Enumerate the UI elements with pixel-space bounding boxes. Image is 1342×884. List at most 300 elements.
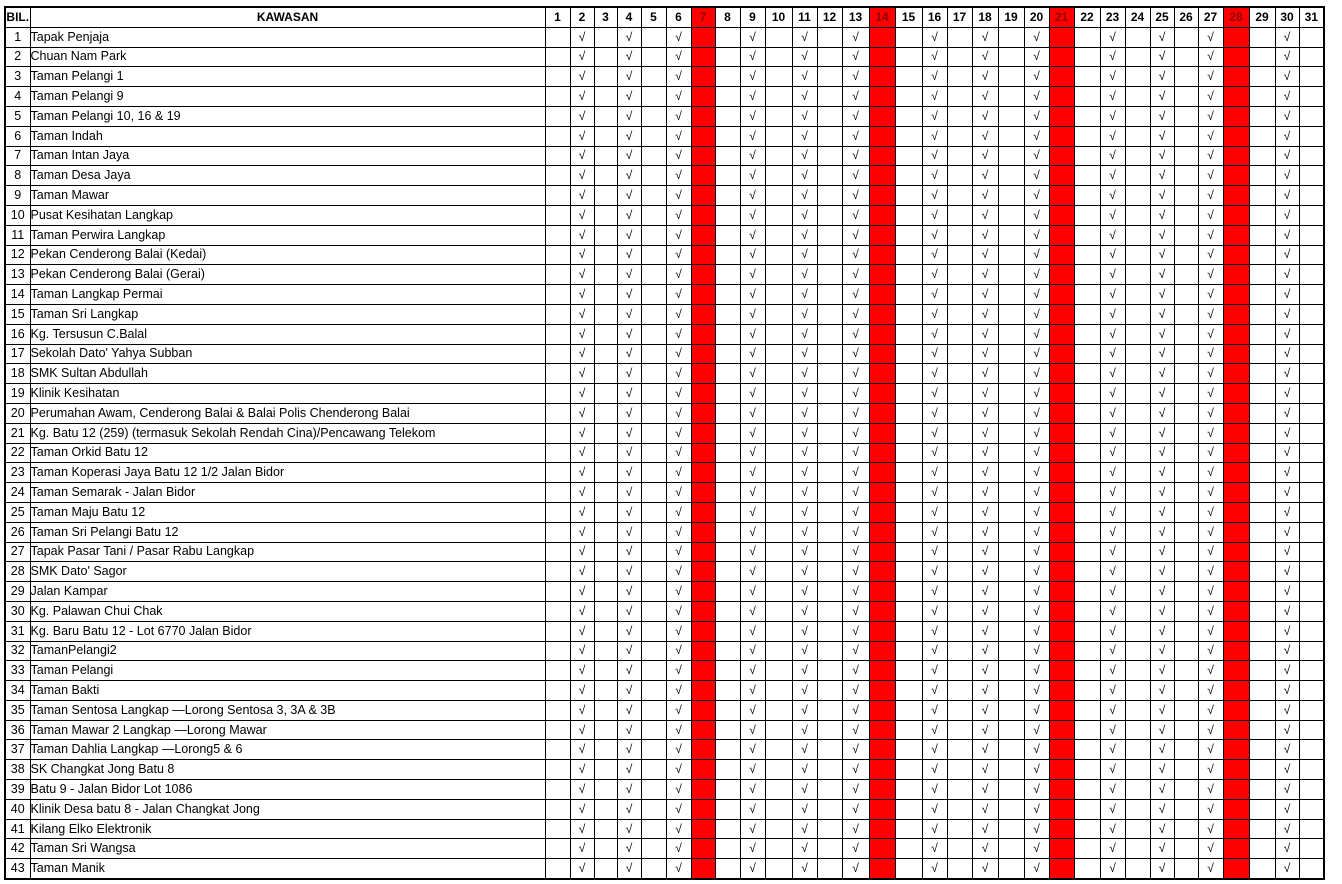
empty-day-cell <box>947 681 972 701</box>
empty-day-cell <box>1249 661 1275 681</box>
empty-day-cell <box>895 265 922 285</box>
table-row <box>5 760 1324 780</box>
holiday-cell <box>1049 740 1074 760</box>
check-mark-cell: √ <box>922 67 947 87</box>
empty-day-cell <box>947 146 972 166</box>
empty-day-cell <box>1074 542 1100 562</box>
check-mark-cell: √ <box>1198 304 1223 324</box>
holiday-cell <box>1049 839 1074 859</box>
check-mark-cell: √ <box>1100 106 1125 126</box>
empty-day-cell <box>715 186 740 206</box>
check-mark-cell: √ <box>972 582 998 602</box>
bil-cell: 16 <box>5 324 30 344</box>
empty-day-cell <box>817 384 842 404</box>
empty-day-cell <box>715 384 740 404</box>
empty-day-cell <box>1174 344 1198 364</box>
empty-day-cell <box>1074 186 1100 206</box>
empty-day-cell <box>545 67 570 87</box>
check-mark-cell: √ <box>922 403 947 423</box>
empty-day-cell <box>1125 205 1150 225</box>
holiday-cell <box>1223 344 1249 364</box>
holiday-cell <box>1223 562 1249 582</box>
holiday-cell <box>1223 463 1249 483</box>
holiday-cell <box>691 463 715 483</box>
check-mark-cell: √ <box>922 186 947 206</box>
check-mark-cell: √ <box>1024 780 1049 800</box>
check-mark-cell: √ <box>1275 205 1299 225</box>
check-mark-cell: √ <box>1024 621 1049 641</box>
check-mark-cell: √ <box>972 166 998 186</box>
check-mark-cell: √ <box>842 463 869 483</box>
empty-day-cell <box>1125 166 1150 186</box>
holiday-cell <box>691 720 715 740</box>
check-mark-cell: √ <box>1198 265 1223 285</box>
empty-day-cell <box>1174 502 1198 522</box>
empty-day-cell <box>1249 522 1275 542</box>
empty-day-cell <box>594 740 617 760</box>
empty-day-cell <box>1299 423 1324 443</box>
check-mark-cell: √ <box>922 344 947 364</box>
empty-day-cell <box>895 483 922 503</box>
check-mark-cell: √ <box>666 582 691 602</box>
empty-day-cell <box>1174 443 1198 463</box>
check-mark-cell: √ <box>666 344 691 364</box>
empty-day-cell <box>947 859 972 879</box>
check-mark-cell: √ <box>1275 562 1299 582</box>
kawasan-cell: Sekolah Dato' Yahya Subban <box>30 344 545 364</box>
empty-day-cell <box>1074 47 1100 67</box>
empty-day-cell <box>715 760 740 780</box>
table-row <box>5 681 1324 701</box>
check-mark-cell: √ <box>1150 205 1174 225</box>
check-mark-cell: √ <box>842 47 869 67</box>
empty-day-cell <box>641 859 666 879</box>
empty-day-cell <box>715 582 740 602</box>
empty-day-cell <box>641 364 666 384</box>
empty-day-cell <box>765 740 792 760</box>
empty-day-cell <box>765 859 792 879</box>
holiday-cell <box>691 403 715 423</box>
holiday-cell <box>1049 27 1074 47</box>
holiday-cell <box>869 740 895 760</box>
holiday-cell <box>1223 87 1249 107</box>
check-mark-cell: √ <box>617 780 641 800</box>
empty-day-cell <box>1074 780 1100 800</box>
check-mark-cell: √ <box>666 285 691 305</box>
empty-day-cell <box>947 384 972 404</box>
bil-cell: 17 <box>5 344 30 364</box>
empty-day-cell <box>1074 384 1100 404</box>
empty-day-cell <box>1074 839 1100 859</box>
bil-cell: 19 <box>5 384 30 404</box>
check-mark-cell: √ <box>1024 67 1049 87</box>
table-row <box>5 483 1324 503</box>
check-mark-cell: √ <box>842 87 869 107</box>
check-mark-cell: √ <box>570 760 594 780</box>
empty-day-cell <box>817 126 842 146</box>
check-mark-cell: √ <box>570 740 594 760</box>
bil-cell: 18 <box>5 364 30 384</box>
check-mark-cell: √ <box>922 502 947 522</box>
empty-day-cell <box>998 403 1024 423</box>
empty-day-cell <box>817 799 842 819</box>
empty-day-cell <box>1174 166 1198 186</box>
check-mark-cell: √ <box>1100 364 1125 384</box>
check-mark-cell: √ <box>1275 661 1299 681</box>
holiday-cell <box>1049 146 1074 166</box>
kawasan-cell: Taman Sentosa Langkap —Lorong Sentosa 3, 3A & 3B <box>30 700 545 720</box>
empty-day-cell <box>765 463 792 483</box>
holiday-cell <box>1223 522 1249 542</box>
empty-day-cell <box>594 166 617 186</box>
empty-day-cell <box>1299 106 1324 126</box>
empty-day-cell <box>1125 87 1150 107</box>
empty-day-cell <box>715 839 740 859</box>
empty-day-cell <box>1174 304 1198 324</box>
holiday-cell <box>691 423 715 443</box>
check-mark-cell: √ <box>1150 483 1174 503</box>
check-mark-cell: √ <box>740 225 765 245</box>
empty-day-cell <box>545 344 570 364</box>
empty-day-cell <box>641 700 666 720</box>
check-mark-cell: √ <box>792 641 817 661</box>
empty-day-cell <box>765 47 792 67</box>
empty-day-cell <box>1125 661 1150 681</box>
table-row <box>5 463 1324 483</box>
empty-day-cell <box>765 760 792 780</box>
table-row <box>5 700 1324 720</box>
empty-day-cell <box>1249 285 1275 305</box>
check-mark-cell: √ <box>922 601 947 621</box>
empty-day-cell <box>1174 720 1198 740</box>
empty-day-cell <box>641 819 666 839</box>
check-mark-cell: √ <box>1150 799 1174 819</box>
check-mark-cell: √ <box>666 641 691 661</box>
check-mark-cell: √ <box>1198 166 1223 186</box>
kawasan-cell: Kg. Palawan Chui Chak <box>30 601 545 621</box>
empty-day-cell <box>715 403 740 423</box>
check-mark-cell: √ <box>972 324 998 344</box>
empty-day-cell <box>1299 364 1324 384</box>
empty-day-cell <box>1125 780 1150 800</box>
holiday-cell <box>869 285 895 305</box>
empty-day-cell <box>715 87 740 107</box>
check-mark-cell: √ <box>842 859 869 879</box>
kawasan-cell: Kg. Batu 12 (259) (termasuk Sekolah Rendah Cina)/Pencawang Telekom <box>30 423 545 443</box>
check-mark-cell: √ <box>842 27 869 47</box>
check-mark-cell: √ <box>666 621 691 641</box>
holiday-cell <box>1223 384 1249 404</box>
empty-day-cell <box>947 47 972 67</box>
empty-day-cell <box>641 423 666 443</box>
check-mark-cell: √ <box>1198 205 1223 225</box>
holiday-cell <box>869 621 895 641</box>
holiday-cell <box>1049 799 1074 819</box>
check-mark-cell: √ <box>666 225 691 245</box>
empty-day-cell <box>545 502 570 522</box>
empty-day-cell <box>1174 542 1198 562</box>
check-mark-cell: √ <box>842 285 869 305</box>
holiday-cell <box>869 681 895 701</box>
empty-day-cell <box>817 502 842 522</box>
empty-day-cell <box>1074 760 1100 780</box>
check-mark-cell: √ <box>740 87 765 107</box>
holiday-cell <box>1049 344 1074 364</box>
check-mark-cell: √ <box>972 502 998 522</box>
day-header-29: 29 <box>1249 7 1275 27</box>
kawasan-cell: Kg. Tersusun C.Balal <box>30 324 545 344</box>
empty-day-cell <box>1174 384 1198 404</box>
check-mark-cell: √ <box>1275 47 1299 67</box>
check-mark-cell: √ <box>617 205 641 225</box>
holiday-cell <box>1049 265 1074 285</box>
empty-day-cell <box>641 186 666 206</box>
empty-day-cell <box>715 225 740 245</box>
check-mark-cell: √ <box>570 720 594 740</box>
empty-day-cell <box>715 542 740 562</box>
check-mark-cell: √ <box>1198 780 1223 800</box>
empty-day-cell <box>641 87 666 107</box>
holiday-cell <box>1049 364 1074 384</box>
empty-day-cell <box>1125 601 1150 621</box>
check-mark-cell: √ <box>1024 186 1049 206</box>
empty-day-cell <box>895 681 922 701</box>
check-mark-cell: √ <box>842 225 869 245</box>
check-mark-cell: √ <box>1100 483 1125 503</box>
holiday-cell <box>691 740 715 760</box>
empty-day-cell <box>715 819 740 839</box>
check-mark-cell: √ <box>617 265 641 285</box>
check-mark-cell: √ <box>666 166 691 186</box>
check-mark-cell: √ <box>1275 285 1299 305</box>
empty-day-cell <box>817 423 842 443</box>
check-mark-cell: √ <box>1100 819 1125 839</box>
empty-day-cell <box>641 760 666 780</box>
empty-day-cell <box>998 641 1024 661</box>
table-row <box>5 720 1324 740</box>
empty-day-cell <box>594 106 617 126</box>
check-mark-cell: √ <box>1275 700 1299 720</box>
empty-day-cell <box>895 205 922 225</box>
check-mark-cell: √ <box>617 859 641 879</box>
check-mark-cell: √ <box>792 839 817 859</box>
check-mark-cell: √ <box>570 304 594 324</box>
check-mark-cell: √ <box>972 106 998 126</box>
check-mark-cell: √ <box>922 582 947 602</box>
holiday-cell <box>1049 47 1074 67</box>
check-mark-cell: √ <box>1150 443 1174 463</box>
holiday-cell <box>691 205 715 225</box>
check-mark-cell: √ <box>842 146 869 166</box>
check-mark-cell: √ <box>570 364 594 384</box>
check-mark-cell: √ <box>792 502 817 522</box>
holiday-cell <box>1049 186 1074 206</box>
check-mark-cell: √ <box>740 423 765 443</box>
check-mark-cell: √ <box>1150 304 1174 324</box>
empty-day-cell <box>1174 146 1198 166</box>
check-mark-cell: √ <box>792 126 817 146</box>
check-mark-cell: √ <box>1024 502 1049 522</box>
check-mark-cell: √ <box>792 483 817 503</box>
check-mark-cell: √ <box>1024 799 1049 819</box>
empty-day-cell <box>1249 700 1275 720</box>
check-mark-cell: √ <box>570 285 594 305</box>
check-mark-cell: √ <box>792 423 817 443</box>
day-header-12: 12 <box>817 7 842 27</box>
empty-day-cell <box>895 661 922 681</box>
empty-day-cell <box>715 780 740 800</box>
empty-day-cell <box>594 780 617 800</box>
check-mark-cell: √ <box>570 641 594 661</box>
empty-day-cell <box>947 166 972 186</box>
table-row <box>5 166 1324 186</box>
check-mark-cell: √ <box>922 364 947 384</box>
check-mark-cell: √ <box>1100 166 1125 186</box>
check-mark-cell: √ <box>666 562 691 582</box>
holiday-cell <box>1049 443 1074 463</box>
holiday-cell <box>691 582 715 602</box>
check-mark-cell: √ <box>792 661 817 681</box>
holiday-cell <box>869 423 895 443</box>
table-row <box>5 799 1324 819</box>
check-mark-cell: √ <box>842 601 869 621</box>
check-mark-cell: √ <box>617 344 641 364</box>
check-mark-cell: √ <box>1150 601 1174 621</box>
empty-day-cell <box>998 106 1024 126</box>
check-mark-cell: √ <box>1150 384 1174 404</box>
empty-day-cell <box>947 324 972 344</box>
kawasan-cell: Taman Pelangi 9 <box>30 87 545 107</box>
kawasan-cell: Taman Sri Langkap <box>30 304 545 324</box>
check-mark-cell: √ <box>666 780 691 800</box>
empty-day-cell <box>641 641 666 661</box>
empty-day-cell <box>641 720 666 740</box>
check-mark-cell: √ <box>1198 344 1223 364</box>
empty-day-cell <box>1249 601 1275 621</box>
holiday-cell <box>691 819 715 839</box>
empty-day-cell <box>947 483 972 503</box>
check-mark-cell: √ <box>792 819 817 839</box>
empty-day-cell <box>594 205 617 225</box>
empty-day-cell <box>594 27 617 47</box>
check-mark-cell: √ <box>842 740 869 760</box>
empty-day-cell <box>1174 700 1198 720</box>
kawasan-cell: Taman Dahlia Langkap —Lorong5 & 6 <box>30 740 545 760</box>
check-mark-cell: √ <box>1100 700 1125 720</box>
empty-day-cell <box>817 27 842 47</box>
table-row <box>5 225 1324 245</box>
empty-day-cell <box>1074 819 1100 839</box>
empty-day-cell <box>947 601 972 621</box>
check-mark-cell: √ <box>570 621 594 641</box>
day-header-9: 9 <box>740 7 765 27</box>
check-mark-cell: √ <box>740 304 765 324</box>
empty-day-cell <box>594 621 617 641</box>
check-mark-cell: √ <box>1150 47 1174 67</box>
empty-day-cell <box>765 324 792 344</box>
empty-day-cell <box>1299 166 1324 186</box>
check-mark-cell: √ <box>1100 265 1125 285</box>
check-mark-cell: √ <box>842 760 869 780</box>
empty-day-cell <box>545 265 570 285</box>
empty-day-cell <box>817 304 842 324</box>
bil-cell: 34 <box>5 681 30 701</box>
check-mark-cell: √ <box>1100 601 1125 621</box>
check-mark-cell: √ <box>1100 839 1125 859</box>
check-mark-cell: √ <box>1275 463 1299 483</box>
check-mark-cell: √ <box>1198 106 1223 126</box>
check-mark-cell: √ <box>842 205 869 225</box>
check-mark-cell: √ <box>1150 740 1174 760</box>
empty-day-cell <box>895 720 922 740</box>
empty-day-cell <box>715 285 740 305</box>
check-mark-cell: √ <box>740 344 765 364</box>
check-mark-cell: √ <box>922 859 947 879</box>
check-mark-cell: √ <box>1275 483 1299 503</box>
empty-day-cell <box>895 344 922 364</box>
empty-day-cell <box>1299 324 1324 344</box>
empty-day-cell <box>817 106 842 126</box>
check-mark-cell: √ <box>617 166 641 186</box>
empty-day-cell <box>765 423 792 443</box>
empty-day-cell <box>895 522 922 542</box>
check-mark-cell: √ <box>842 720 869 740</box>
empty-day-cell <box>545 641 570 661</box>
check-mark-cell: √ <box>1100 324 1125 344</box>
kawasan-cell: Batu 9 - Jalan Bidor Lot 1086 <box>30 780 545 800</box>
check-mark-cell: √ <box>740 502 765 522</box>
check-mark-cell: √ <box>792 364 817 384</box>
check-mark-cell: √ <box>1275 780 1299 800</box>
empty-day-cell <box>1174 859 1198 879</box>
check-mark-cell: √ <box>570 205 594 225</box>
empty-day-cell <box>947 582 972 602</box>
check-mark-cell: √ <box>1198 245 1223 265</box>
check-mark-cell: √ <box>666 859 691 879</box>
check-mark-cell: √ <box>792 463 817 483</box>
check-mark-cell: √ <box>922 443 947 463</box>
check-mark-cell: √ <box>1024 542 1049 562</box>
empty-day-cell <box>1174 67 1198 87</box>
empty-day-cell <box>817 601 842 621</box>
empty-day-cell <box>1249 47 1275 67</box>
check-mark-cell: √ <box>740 186 765 206</box>
kawasan-cell: SMK Sultan Abdullah <box>30 364 545 384</box>
check-mark-cell: √ <box>922 265 947 285</box>
kawasan-cell: TamanPelangi2 <box>30 641 545 661</box>
check-mark-cell: √ <box>1100 740 1125 760</box>
table-row <box>5 819 1324 839</box>
holiday-cell <box>869 819 895 839</box>
empty-day-cell <box>594 67 617 87</box>
empty-day-cell <box>998 700 1024 720</box>
empty-day-cell <box>1174 562 1198 582</box>
empty-day-cell <box>545 403 570 423</box>
empty-day-cell <box>545 186 570 206</box>
table-row <box>5 621 1324 641</box>
empty-day-cell <box>998 324 1024 344</box>
check-mark-cell: √ <box>1024 344 1049 364</box>
empty-day-cell <box>641 245 666 265</box>
holiday-cell <box>869 760 895 780</box>
check-mark-cell: √ <box>1024 126 1049 146</box>
check-mark-cell: √ <box>792 780 817 800</box>
empty-day-cell <box>545 601 570 621</box>
holiday-cell <box>1223 799 1249 819</box>
check-mark-cell: √ <box>792 47 817 67</box>
check-mark-cell: √ <box>1100 542 1125 562</box>
empty-day-cell <box>715 502 740 522</box>
